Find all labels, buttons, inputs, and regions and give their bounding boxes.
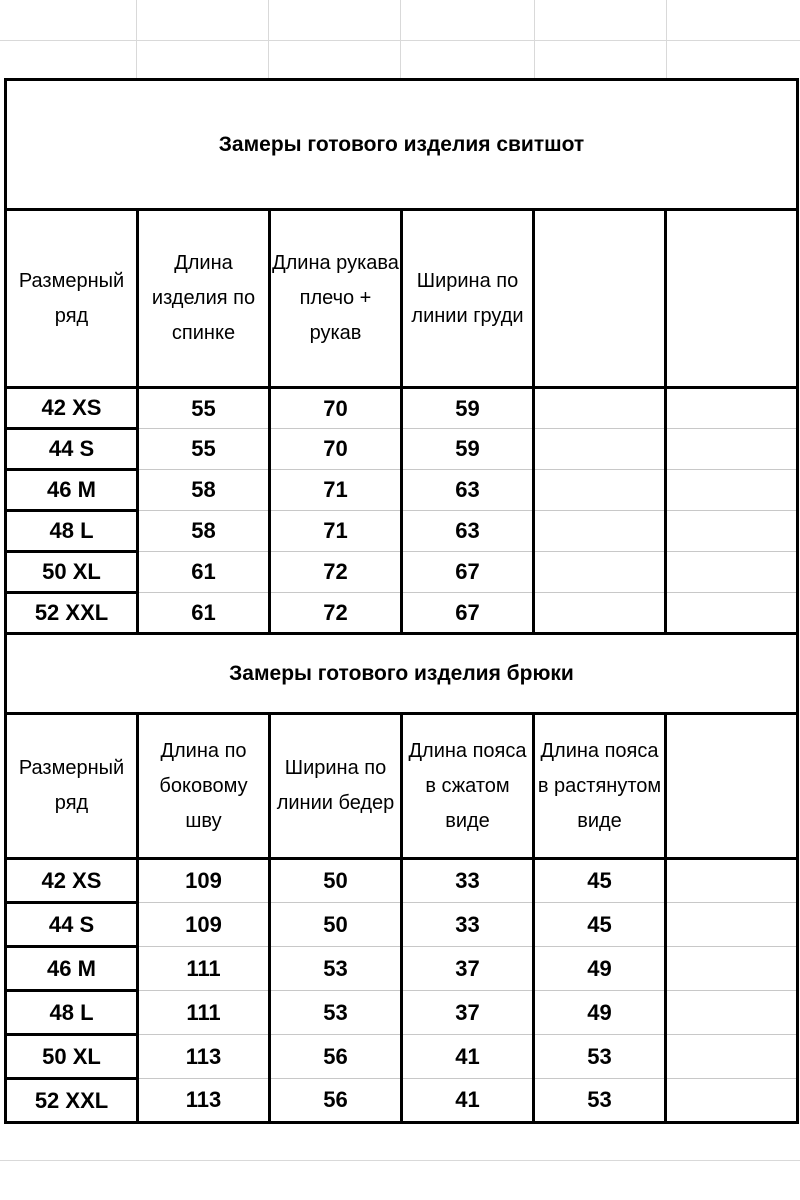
table-row xyxy=(6,511,798,552)
hip-width-value: 53 xyxy=(270,947,402,991)
side-seam-length-value: 111 xyxy=(138,991,270,1035)
sleeve-length-value: 70 xyxy=(270,388,402,429)
waist-stretched-value: 45 xyxy=(534,903,666,947)
waist-stretched-value: 49 xyxy=(534,947,666,991)
size-label: 52 XXL xyxy=(6,593,138,634)
waist-relaxed-value: 37 xyxy=(402,947,534,991)
empty-cell xyxy=(534,388,666,429)
trousers-header-waist-relaxed: Длина пояса в сжатом виде xyxy=(402,714,534,859)
empty-cell xyxy=(666,593,798,634)
table-row xyxy=(6,593,798,634)
sweatshirt-header-empty-6 xyxy=(666,210,798,388)
sweatshirt-header-back-length: Длина изделия по спинке xyxy=(138,210,270,388)
gridline xyxy=(136,0,137,78)
hip-width-value: 50 xyxy=(270,903,402,947)
empty-cell xyxy=(666,903,798,947)
table-row xyxy=(6,470,798,511)
empty-cell xyxy=(534,552,666,593)
table-row xyxy=(6,429,798,470)
sweatshirt-title: Замеры готового изделия свитшот xyxy=(6,80,798,210)
waist-relaxed-value: 37 xyxy=(402,991,534,1035)
size-label: 52 XXL xyxy=(6,1079,138,1123)
empty-cell xyxy=(666,388,798,429)
chest-width-value: 59 xyxy=(402,388,534,429)
side-seam-length-value: 111 xyxy=(138,947,270,991)
trousers-header-hip-width: Ширина по линии бедер xyxy=(270,714,402,859)
empty-cell xyxy=(666,1079,798,1123)
hip-width-value: 50 xyxy=(270,859,402,903)
waist-relaxed-value: 33 xyxy=(402,903,534,947)
gridline xyxy=(0,1160,800,1161)
table-row xyxy=(6,1035,798,1079)
sleeve-length-value: 72 xyxy=(270,593,402,634)
trousers-header-size: Размерный ряд xyxy=(6,714,138,859)
size-label: 42 XS xyxy=(6,388,138,429)
side-seam-length-value: 113 xyxy=(138,1035,270,1079)
hip-width-value: 56 xyxy=(270,1079,402,1123)
empty-cell xyxy=(666,991,798,1035)
waist-stretched-value: 53 xyxy=(534,1035,666,1079)
gridline xyxy=(268,0,269,78)
chest-width-value: 59 xyxy=(402,429,534,470)
empty-cell xyxy=(534,511,666,552)
empty-cell xyxy=(534,429,666,470)
empty-cell xyxy=(534,593,666,634)
trousers-header-side-seam-length: Длина по боковому шву xyxy=(138,714,270,859)
side-seam-length-value: 113 xyxy=(138,1079,270,1123)
back-length-value: 55 xyxy=(138,388,270,429)
empty-cell xyxy=(666,552,798,593)
empty-cell xyxy=(666,1035,798,1079)
empty-cell xyxy=(666,429,798,470)
gridline xyxy=(400,0,401,78)
sweatshirt-header-chest-width: Ширина по линии груди xyxy=(402,210,534,388)
size-label: 42 XS xyxy=(6,859,138,903)
table-row xyxy=(6,552,798,593)
trousers-header-waist-stretched: Длина пояса в растянутом виде xyxy=(534,714,666,859)
hip-width-value: 56 xyxy=(270,1035,402,1079)
sleeve-length-value: 71 xyxy=(270,470,402,511)
empty-cell xyxy=(666,470,798,511)
waist-stretched-value: 49 xyxy=(534,991,666,1035)
side-seam-length-value: 109 xyxy=(138,903,270,947)
table-row xyxy=(6,1079,798,1123)
back-length-value: 61 xyxy=(138,593,270,634)
size-label: 46 M xyxy=(6,947,138,991)
back-length-value: 58 xyxy=(138,470,270,511)
chest-width-value: 67 xyxy=(402,552,534,593)
size-label: 46 M xyxy=(6,470,138,511)
gridline xyxy=(534,0,535,78)
table-row xyxy=(6,991,798,1035)
hip-width-value: 53 xyxy=(270,991,402,1035)
waist-stretched-value: 45 xyxy=(534,859,666,903)
side-seam-length-value: 109 xyxy=(138,859,270,903)
waist-relaxed-value: 41 xyxy=(402,1035,534,1079)
waist-relaxed-value: 33 xyxy=(402,859,534,903)
table-row xyxy=(6,859,798,903)
sleeve-length-value: 70 xyxy=(270,429,402,470)
size-label: 48 L xyxy=(6,511,138,552)
sweatshirt-header-empty-5 xyxy=(534,210,666,388)
size-label: 44 S xyxy=(6,903,138,947)
size-label: 50 XL xyxy=(6,1035,138,1079)
empty-cell xyxy=(666,859,798,903)
table-row xyxy=(6,947,798,991)
back-length-value: 55 xyxy=(138,429,270,470)
sleeve-length-value: 72 xyxy=(270,552,402,593)
sleeve-length-value: 71 xyxy=(270,511,402,552)
chest-width-value: 67 xyxy=(402,593,534,634)
waist-stretched-value: 53 xyxy=(534,1079,666,1123)
table-row xyxy=(6,388,798,429)
trousers-title: Замеры готового изделия брюки xyxy=(6,634,798,714)
empty-cell xyxy=(534,470,666,511)
size-label: 50 XL xyxy=(6,552,138,593)
back-length-value: 61 xyxy=(138,552,270,593)
sweatshirt-header-size: Размерный ряд xyxy=(6,210,138,388)
gridline xyxy=(666,0,667,78)
size-chart-sheet xyxy=(4,78,799,1124)
empty-cell xyxy=(666,947,798,991)
chest-width-value: 63 xyxy=(402,470,534,511)
empty-cell xyxy=(666,511,798,552)
size-label: 48 L xyxy=(6,991,138,1035)
back-length-value: 58 xyxy=(138,511,270,552)
table-row xyxy=(6,903,798,947)
sweatshirt-header-sleeve-length: Длина рукава плечо + рукав xyxy=(270,210,402,388)
waist-relaxed-value: 41 xyxy=(402,1079,534,1123)
trousers-header-empty-6 xyxy=(666,714,798,859)
size-label: 44 S xyxy=(6,429,138,470)
chest-width-value: 63 xyxy=(402,511,534,552)
